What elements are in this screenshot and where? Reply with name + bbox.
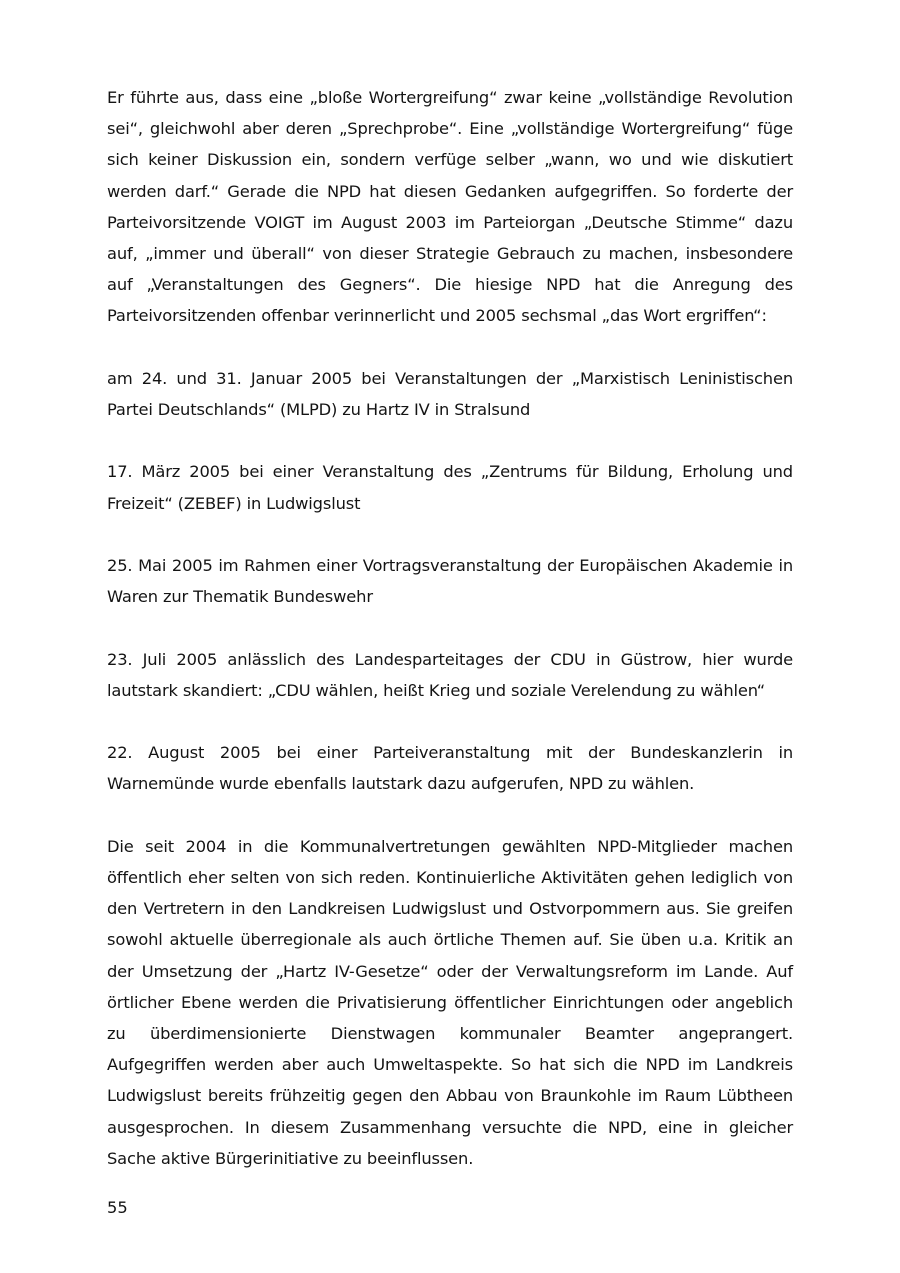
paragraph-wortergreifung: Er führte aus, dass eine „bloße Wortergreifung“ zwar keine „vollständige Revolution sei“, gleichwohl aber deren „Sprechprobe“. Eine „vollständige Wortergreifung“ füge sich keiner Diskussion ein, sondern verfüge selber „wann, wo und wie diskutiert werden darf.“ Gerade die NPD hat diesen Gedanken aufgegriffen. So forderte der Parteivorsitzende VOIGT im August 2003 im Parteiorgan „Deutsche Stimme“ dazu auf, „immer und überall“ von dieser Strategie Gebrauch zu machen, insbesondere auf „Veranstaltungen des Gegners“. Die hiesige NPD hat die Anregung des Parteivorsitzenden offenbar verinnerlicht und 2005 sechsmal „das Wort ergriffen“:: [107, 88, 793, 326]
list-item-zebef-ludwigslust: 17. März 2005 bei einer Veranstaltung des „Zentrums für Bildung, Erholung und Freizeit“ (ZEBEF) in Ludwigslust: [107, 462, 793, 513]
list-item-warnemuende: 22. August 2005 bei einer Parteiveranstaltung mit der Bundeskanzlerin in Warnemünde wurde ebenfalls lautstark dazu aufgerufen, NPD zu wählen.: [107, 743, 793, 794]
list-item-mlpd-stralsund: am 24. und 31. Januar 2005 bei Veranstaltungen der „Marxistisch Leninistischen Partei Deutschlands“ (MLPD) zu Hartz IV in Stralsund: [107, 368, 793, 420]
list-item-akademie-waren: 25. Mai 2005 im Rahmen einer Vortragsveranstaltung der Europäischen Akademie in Waren zur Thematik Bundeswehr: [107, 556, 793, 607]
document-body: [107, 82, 793, 1174]
paragraph-kommunalvertretungen: Die seit 2004 in die Kommunalvertretungen gewählten NPD-Mitglieder machen öffentlich eher selten von sich reden. Kontinuierliche Aktivitäten gehen lediglich von den Vertretern in den Landkreisen Ludwigslust und Ostvorpommern aus. Sie greifen sowohl aktuelle überregionale als auch örtliche Themen auf. Sie üben u.a. Kritik an der Umsetzung der „Hartz IV-Gesetze“ oder der Verwaltungsreform im Lande. Auf örtlicher Ebene werden die Privatisierung öffentlicher Einrichtungen oder angeblich zu überdimensionierte Dienstwagen kommunaler Beamter angeprangert. Aufgegriffen werden aber auch Umweltaspekte. So hat sich die NPD im Landkreis Ludwigslust bereits frühzeitig gegen den Abbau von Braunkohle im Raum Lübtheen ausgesprochen. In diesem Zusammenhang versuchte die NPD, eine in gleicher Sache aktive Bürgerinitiative zu beeinflussen.: [107, 836, 793, 1168]
list-item-cdu-guestrow: 23. Juli 2005 anlässlich des Landesparteitages der CDU in Güstrow, hier wurde lautstark skandiert: „CDU wählen, heißt Krieg und soziale Verelendung zu wählen“: [107, 649, 793, 700]
page-number: 55: [107, 1198, 128, 1217]
